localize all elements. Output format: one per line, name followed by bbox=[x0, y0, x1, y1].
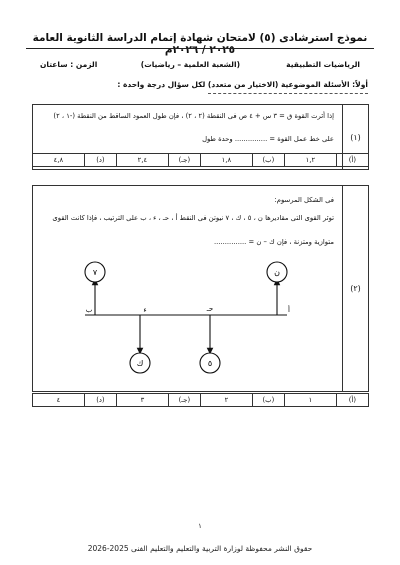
section-title: أولاً: الأسئلة الموضوعية (الاختيار من متعدد) لكل سؤال درجة واحدة : bbox=[117, 80, 368, 89]
option-label-b[interactable]: (ب) bbox=[252, 394, 284, 406]
option-label-c[interactable]: (جـ) bbox=[168, 154, 200, 166]
force-k-label: ك bbox=[136, 359, 144, 368]
question-2-intro: فى الشكل المرسوم: bbox=[274, 196, 334, 204]
question-2-options bbox=[32, 393, 369, 407]
exam-title: نموذج استرشادى (٥) لامتحان شهادة إتمام الدراسة الثانوية العامة ٢٠٢٥ / ٢٠٢٦م bbox=[32, 32, 368, 56]
option-value-c[interactable]: ٣ bbox=[116, 394, 168, 406]
question-1-number: (١) bbox=[342, 105, 368, 169]
subheader bbox=[40, 60, 360, 74]
subject-label: الرياضيات التطبيقية bbox=[286, 60, 360, 69]
force-5-label: ٥ bbox=[207, 359, 213, 368]
force-n-label: ن bbox=[274, 268, 280, 277]
option-value-a[interactable]: ١,٢ bbox=[284, 154, 336, 166]
question-2-stem-continued: متوازية ومتزنة ، فإن ك – ن = ............... bbox=[213, 238, 334, 246]
point-h-label: حـ bbox=[206, 305, 214, 313]
point-b-label: ب bbox=[85, 306, 93, 314]
section-underline bbox=[208, 93, 368, 94]
option-label-d[interactable]: (د) bbox=[84, 154, 116, 166]
option-value-c[interactable]: ٢,٤ bbox=[116, 154, 168, 166]
option-value-d[interactable]: ٤,٨ bbox=[53, 156, 64, 164]
time-label: الزمن : ساعتان bbox=[40, 60, 98, 69]
question-2-number: (٢) bbox=[342, 186, 368, 391]
question-1-stem-continued: على خط عمل القوة = ............... وحدة طول bbox=[202, 135, 334, 143]
option-label-a[interactable]: (أ) bbox=[336, 154, 368, 166]
copyright-footer: حقوق النشر محفوظة لوزارة التربية والتعليم والتعليم الفنى 2025-2026 bbox=[87, 544, 313, 553]
option-label-a[interactable]: (أ) bbox=[336, 394, 368, 406]
forces-diagram bbox=[45, 255, 305, 385]
option-value-a[interactable]: ١ bbox=[284, 394, 336, 406]
page-number: ١ bbox=[198, 522, 202, 530]
question-2-stem: توثر القوى التى مقاديرها ن ، ٥ ، ك ، ٧ نيوتن فى النقط أ ، حـ ، ء ، ب على الترتيب ، فإذا كانت القوى bbox=[52, 214, 334, 222]
point-a-label: أ bbox=[288, 306, 290, 314]
point-d-label: ء bbox=[143, 306, 147, 314]
force-7-label: ٧ bbox=[92, 268, 98, 277]
question-1-options bbox=[32, 153, 369, 167]
title-underline bbox=[26, 48, 374, 49]
option-label-b[interactable]: (ب) bbox=[252, 154, 284, 166]
question-1-stem: إذا أثرت القوة ق = ٣ س + ٤ ص فى النقطة (٢ ، ٢) ، فإن طول العمود الساقط من النقطة (-١ ، ٢) bbox=[53, 112, 334, 120]
branch-label: (الشعبة العلمية – رياضيات) bbox=[140, 60, 240, 69]
option-label-c[interactable]: (جـ) bbox=[168, 394, 200, 406]
option-label-d[interactable]: (د) bbox=[84, 394, 116, 406]
option-value-b[interactable]: ٢ bbox=[200, 394, 252, 406]
option-value-d[interactable]: ٤ bbox=[56, 396, 61, 404]
option-value-b[interactable]: ١,٨ bbox=[200, 154, 252, 166]
